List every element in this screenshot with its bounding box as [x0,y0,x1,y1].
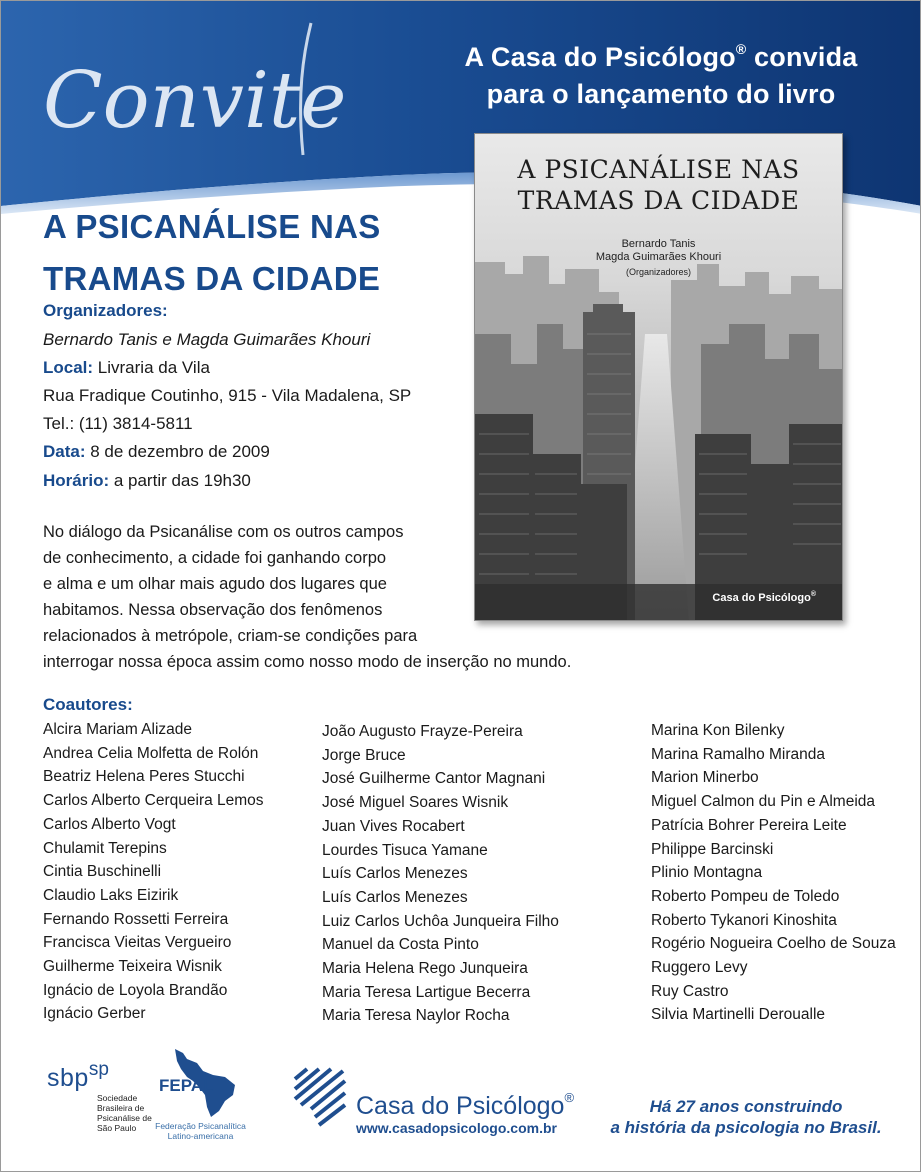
list-item: Beatriz Helena Peres Stucchi [43,768,245,786]
list-item: Luís Carlos Menezes [322,865,468,883]
invite-heading-line2: para o lançamento do livro [486,79,836,109]
casa-do-psicologo-name: Casa do Psicólogo® [356,1090,575,1120]
fepal-logo-caption: Federação Psicanalítica Latino-americana [155,1121,246,1141]
list-item: Philippe Barcinski [651,840,774,858]
list-item: Lourdes Tisuca Yamane [322,841,488,859]
organizers-names: Bernardo Tanis e Magda Guimarães Khouri [43,330,371,349]
list-item: Ignácio de Loyola Brandão [43,981,228,999]
list-item: Francisca Vieitas Vergueiro [43,934,232,952]
casa-do-psicologo-url: www.casadopsicologo.com.br [356,1120,557,1136]
list-item: Marina Kon Bilenky [651,722,785,739]
list-item: Marina Ramalho Miranda [651,745,826,763]
list-item: Chulamit Terepins [43,839,167,857]
list-item: Jorge Bruce [322,746,406,764]
sbp-logo-caption: Sociedade Brasileira de Psicanálise de São Paulo [97,1093,152,1133]
casa-do-psicologo-logo-icon [291,1065,349,1129]
list-item: Plinio Montagna [651,864,763,882]
list-item: Claudio Laks Eizirik [43,886,179,904]
list-item: Alcira Mariam Alizade [43,721,193,738]
list-item: José Guilherme Cantor Magnani [322,770,546,788]
list-item: Luís Carlos Menezes [322,888,468,906]
coauthors-column-2 [322,720,559,1028]
coauthors-heading: Coautores: [43,695,133,714]
venue-address: Rua Fradique Coutinho, 915 - Vila Madalena, SP [43,386,412,405]
sbp-logo: sbpsp Sociedade Brasileira de Psicanálise de São Paulo [47,1059,147,1093]
list-item: Maria Helena Rego Junqueira [322,960,528,978]
list-item: Carlos Alberto Cerqueira Lemos [43,792,264,810]
list-item: Marion Minerbo [651,769,759,787]
book-cover-publisher: Casa do Psicólogo® [712,591,816,604]
list-item: Guilherme Teixeira Wisnik [43,958,222,976]
coauthors-column-3 [651,719,896,1027]
venue-phone: Tel.: (11) 3814-5811 [43,414,193,433]
event-title: A PSICANÁLISE NAS TRAMAS DA CIDADE [43,208,381,297]
list-item: Rogério Nogueira Coelho de Souza [651,935,896,953]
convite-script-text: Convite [43,56,347,146]
list-item: José Miguel Soares Wisnik [322,794,509,812]
list-item: Maria Teresa Naylor Rocha [322,1007,510,1025]
list-item: Roberto Tykanori Kinoshita [651,911,837,929]
list-item: Silvia Martinelli Deroualle [651,1006,826,1024]
list-item: Juan Vives Rocabert [322,817,465,835]
list-item: Carlos Alberto Vogt [43,815,176,833]
venue-line: Local: Livraria da Vila [43,358,210,377]
list-item: Maria Teresa Lartigue Becerra [322,983,531,1001]
list-item: Roberto Pompeu de Toledo [651,887,840,905]
event-date: Data: 8 de dezembro de 2009 [43,442,270,461]
list-item: Miguel Calmon du Pin e Almeida [651,793,876,811]
latin-america-map-icon [153,1045,248,1121]
book-cover-title: A PSICANÁLISE NAS TRAMAS DA CIDADE [517,155,800,215]
book-description: No diálogo da Psicanálise com os outros campos de conhecimento, a cidade foi ganhando corpo e alma e um olhar mais agudo dos lugares que habitamos. Nessa observação dos fenômenos relacionados à metrópole, criam-se condições para interrogar nossa época assim como nosso modo de inserção no mundo. [43,523,572,671]
list-item: Luiz Carlos Uchôa Junqueira Filho [322,912,559,930]
organizers-label: Organizadores: [43,301,168,320]
list-item: João Augusto Frayze-Pereira [322,723,523,740]
list-item: Cintia Buschinelli [43,863,162,881]
list-item: Andrea Celia Molfetta de Rolón [43,744,259,762]
slogan-line1: Há 27 anos construindo [649,1097,843,1116]
coauthors-column-1 [43,718,264,1026]
list-item: Manuel da Costa Pinto [322,936,479,954]
list-item: Ruy Castro [651,982,729,1000]
slogan-line2: a história da psicologia no Brasil. [610,1118,882,1137]
convite-script-logo [41,15,361,175]
list-item: Patrícia Bohrer Pereira Leite [651,816,847,834]
list-item: Ignácio Gerber [43,1005,146,1023]
fepal-logo [153,1045,248,1145]
event-time: Horário: a partir das 19h30 [43,471,251,490]
list-item: Fernando Rossetti Ferreira [43,910,229,928]
svg-text:FEPAL: FEPAL [159,1076,214,1095]
invite-heading-line1: A Casa do Psicólogo® convida [464,41,858,72]
book-cover-authors: Bernardo Tanis Magda Guimarães Khouri (Organizadores) [595,238,722,277]
list-item: Ruggero Levy [651,959,748,977]
